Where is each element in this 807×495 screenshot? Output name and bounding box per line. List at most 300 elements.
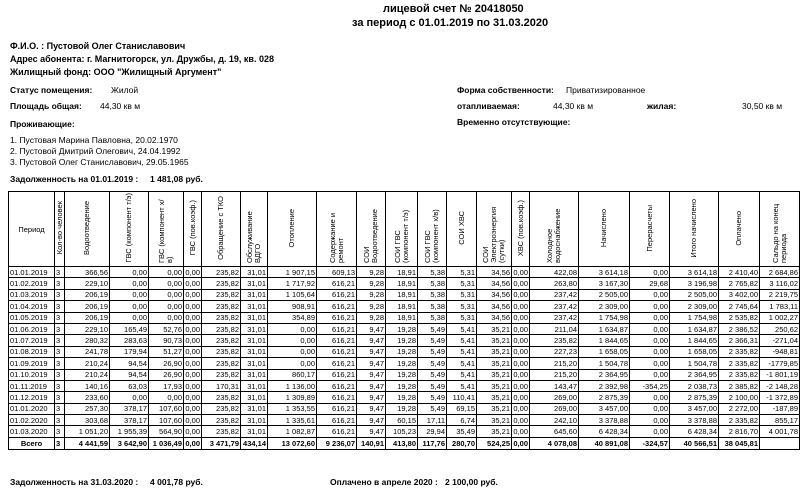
living-area-value: 30,50 кв м	[742, 101, 783, 111]
table-cell: 227,23	[530, 346, 579, 357]
table-cell: 206,19	[65, 312, 110, 323]
table-cell: 5,49	[418, 323, 447, 334]
total-cell: 4 078,08	[530, 437, 579, 449]
table-cell: 0,00	[268, 346, 317, 357]
table-cell: 616,21	[317, 403, 357, 414]
table-cell: 5,31	[447, 289, 477, 300]
total-cell: 0,00	[185, 438, 200, 448]
table-cell: 6,74	[447, 415, 477, 426]
table-cell: 0,00	[185, 267, 200, 277]
total-cell: 38 045,81	[719, 437, 760, 449]
table-cell: 0,00	[110, 278, 149, 289]
table-cell: 51,27	[149, 346, 184, 357]
total-cell: 434,14	[241, 437, 268, 449]
table-cell: 19,28	[386, 380, 418, 391]
table-cell: 107,60	[149, 415, 184, 426]
living-area-label: жилая:	[647, 101, 677, 111]
total-cell: 9 236,07	[317, 437, 357, 449]
table-cell: 616,21	[317, 369, 357, 380]
total-cell: 40 891,08	[579, 437, 630, 449]
table-cell: 5,38	[418, 267, 447, 278]
table-cell: 34,56	[477, 312, 512, 323]
table-cell: 235,82	[202, 403, 241, 414]
area-label: Площадь общая:	[10, 101, 82, 111]
table-cell: 0,00	[513, 336, 528, 346]
table-cell: 1 335,61	[268, 415, 317, 426]
table-cell: 235,82	[202, 346, 241, 357]
table-cell: 0,00	[630, 403, 670, 414]
table-cell: 19,28	[386, 346, 418, 357]
table-cell: 110,41	[447, 392, 477, 403]
table-cell: 3	[55, 358, 65, 369]
table-cell: 34,56	[477, 301, 512, 312]
total-cell: 4 441,59	[65, 437, 110, 449]
table-cell: 1 353,55	[268, 403, 317, 414]
table-cell: 3	[55, 335, 65, 346]
table-cell: 855,17	[760, 415, 800, 426]
table-cell: 616,21	[317, 415, 357, 426]
table-cell: 170,31	[202, 380, 241, 391]
table-header-row	[9, 192, 800, 267]
table-cell: 0,00	[110, 301, 149, 312]
table-row	[9, 392, 800, 403]
column-header: Итого начислено	[670, 192, 719, 267]
table-cell: 31,01	[241, 335, 268, 346]
table-cell: 5,31	[447, 301, 477, 312]
table-cell: 235,82	[202, 369, 241, 380]
table-cell: 2 309,00	[579, 301, 630, 312]
table-cell: 0,00	[630, 312, 670, 323]
table-cell: 69,15	[447, 403, 477, 414]
table-cell: 0,00	[513, 324, 528, 334]
paid-value: 2 100,00 руб.	[445, 477, 498, 487]
table-cell: 29,94	[418, 426, 447, 437]
resident-item: 1. Пустовая Марина Павловна, 20.02.1970	[10, 135, 178, 145]
heated-area-label: отапливаемая:	[457, 101, 520, 111]
table-cell: 1 504,78	[579, 358, 630, 369]
table-row	[9, 289, 800, 300]
column-header: ГВС (компонент х/в)	[149, 192, 184, 267]
table-cell: 303,68	[65, 415, 110, 426]
ownership-label: Форма собственности:	[457, 85, 554, 95]
table-cell: 2 100,00	[719, 392, 760, 403]
table-cell: 31,01	[241, 358, 268, 369]
table-cell: 179,94	[110, 346, 149, 357]
table-cell: 1 658,05	[579, 346, 630, 357]
table-cell: 2 038,73	[670, 380, 719, 391]
table-cell: 235,82	[202, 301, 241, 312]
table-cell: 01.01.2019	[9, 267, 55, 278]
total-cell: 40 566,51	[670, 437, 719, 449]
table-cell: 3	[55, 312, 65, 323]
table-cell: 422,08	[530, 267, 579, 278]
table-cell: 283,63	[110, 335, 149, 346]
table-cell: 235,82	[202, 267, 241, 278]
table-cell: 31,01	[241, 267, 268, 278]
table-cell: 1 783,11	[760, 301, 800, 312]
table-cell: 280,32	[65, 335, 110, 346]
table-cell: 1 082,87	[268, 426, 317, 437]
table-cell: 5,41	[447, 358, 477, 369]
table-row	[9, 426, 800, 437]
table-cell: 1 309,89	[268, 392, 317, 403]
table-cell: 9,28	[357, 278, 386, 289]
table-cell: 31,01	[241, 426, 268, 437]
table-cell: 9,47	[357, 392, 386, 403]
column-header: Водоотведение	[65, 192, 110, 267]
table-cell: 206,19	[65, 289, 110, 300]
table-cell: 35,21	[477, 380, 512, 391]
table-cell: 0,00	[110, 289, 149, 300]
table-cell: 31,01	[241, 312, 268, 323]
table-cell: 35,49	[447, 426, 477, 437]
column-header: ГВС (компонент т/э)	[110, 192, 149, 267]
table-cell: 0,00	[185, 279, 200, 289]
table-cell: 35,21	[477, 335, 512, 346]
table-cell: 01.01.2020	[9, 403, 55, 414]
column-header: СОИ ХВС	[447, 192, 477, 267]
table-cell: 616,21	[317, 426, 357, 437]
table-row	[9, 335, 800, 346]
ownership-value: Приватизированное	[566, 85, 646, 95]
table-cell: 0,00	[630, 346, 670, 357]
debt-end-label: Задолженность на 31.03.2020 :	[10, 477, 139, 487]
table-cell: 237,42	[530, 301, 579, 312]
table-cell: 5,31	[447, 312, 477, 323]
housing-fund: Жилищный фонд: ООО "Жилищный Аргумент"	[10, 67, 222, 77]
table-cell: 52,76	[149, 323, 184, 334]
table-cell: 2 309,00	[670, 301, 719, 312]
table-cell: 235,82	[202, 358, 241, 369]
table-row	[9, 415, 800, 426]
table-cell: 210,24	[65, 369, 110, 380]
table-cell: 90,73	[149, 335, 184, 346]
column-header: СОИ ГВС (компонент х/в)	[418, 192, 447, 267]
table-cell: 0,00	[185, 392, 200, 402]
table-cell: 1 907,15	[268, 267, 317, 278]
table-cell: 1 504,78	[670, 358, 719, 369]
table-cell: 0,00	[268, 335, 317, 346]
table-cell: -948,81	[760, 346, 800, 357]
column-header: Период	[9, 192, 55, 267]
table-cell: 0,00	[185, 290, 200, 300]
table-cell: 3 196,98	[670, 278, 719, 289]
table-cell: 01.08.2019	[9, 346, 55, 357]
table-cell: 1 658,05	[670, 346, 719, 357]
table-cell: 9,47	[357, 415, 386, 426]
table-cell: 1 844,65	[579, 335, 630, 346]
table-cell: 0,00	[149, 301, 184, 312]
table-cell: 2 364,95	[670, 369, 719, 380]
table-cell: 235,82	[202, 392, 241, 403]
table-cell: 3 378,88	[670, 415, 719, 426]
table-cell: 3	[55, 267, 65, 278]
table-cell: 31,01	[241, 415, 268, 426]
table-cell: 0,00	[513, 404, 528, 414]
table-cell: 5,49	[418, 358, 447, 369]
table-cell: 2 535,82	[719, 312, 760, 323]
table-cell: 1 136,00	[268, 380, 317, 391]
table-cell: 165,49	[110, 323, 149, 334]
total-cell: -324,57	[630, 437, 670, 449]
column-header: Сальдо на конец периода	[760, 192, 800, 267]
table-cell: 2 505,00	[579, 289, 630, 300]
table-cell: 235,82	[202, 312, 241, 323]
table-cell: 0,00	[185, 301, 200, 311]
column-header: СОИ Водоотведение	[357, 192, 386, 267]
absent-label: Временно отсутствующие:	[457, 117, 571, 127]
table-cell: 01.02.2019	[9, 278, 55, 289]
table-cell: 35,21	[477, 358, 512, 369]
table-cell: 0,00	[149, 312, 184, 323]
table-cell: 1 754,98	[579, 312, 630, 323]
table-cell: 5,41	[447, 323, 477, 334]
table-cell: 215,20	[530, 358, 579, 369]
table-cell: 3 378,88	[579, 415, 630, 426]
column-header: Начислено	[579, 192, 630, 267]
residents-label: Проживающие:	[10, 119, 75, 129]
table-cell: 19,28	[386, 358, 418, 369]
table-cell: 9,28	[357, 267, 386, 278]
table-cell: 242,10	[530, 415, 579, 426]
table-cell: 34,56	[477, 289, 512, 300]
column-header: Отопление	[268, 192, 317, 267]
table-cell: -187,89	[760, 403, 800, 414]
table-cell: 31,01	[241, 278, 268, 289]
table-cell: 01.02.2020	[9, 415, 55, 426]
table-cell: 3	[55, 426, 65, 437]
table-cell: 6 428,34	[670, 426, 719, 437]
table-cell: 235,82	[530, 335, 579, 346]
premises-status-label: Статус помещения:	[10, 85, 93, 95]
table-cell: 3	[55, 323, 65, 334]
column-header: Обслуживание ВДГО	[241, 192, 268, 267]
table-cell: 0,00	[513, 279, 528, 289]
table-cell: 233,60	[65, 392, 110, 403]
table-cell: 0,00	[185, 324, 200, 334]
total-cell: 524,25	[477, 437, 512, 449]
table-cell: 210,24	[65, 358, 110, 369]
table-cell: 3 167,30	[579, 278, 630, 289]
table-cell: 645,60	[530, 426, 579, 437]
table-cell: 3 614,18	[670, 267, 719, 278]
doc-period: за период с 01.01.2019 по 31.03.2020	[352, 17, 549, 29]
table-cell: 2 335,82	[719, 346, 760, 357]
table-cell: 17,93	[149, 380, 184, 391]
table-cell: 105,23	[386, 426, 418, 437]
table-cell: 31,01	[241, 392, 268, 403]
total-cell: 3	[55, 437, 65, 449]
paid-label: Оплачено в апреле 2020 :	[330, 477, 438, 487]
table-cell: 01.11.2019	[9, 380, 55, 391]
table-cell: 2 386,52	[719, 323, 760, 334]
table-cell: 35,21	[477, 403, 512, 414]
table-cell: 35,21	[477, 369, 512, 380]
table-cell: 5,49	[418, 403, 447, 414]
table-cell: 5,31	[447, 267, 477, 278]
table-cell: 2 816,70	[719, 426, 760, 437]
table-cell: 2 364,95	[579, 369, 630, 380]
table-cell: 01.04.2019	[9, 301, 55, 312]
table-cell: 19,28	[386, 369, 418, 380]
table-cell: 0,00	[513, 381, 528, 391]
total-cell: 13 072,60	[268, 437, 317, 449]
resident-item: 2. Пустовой Дмитрий Олегович, 24.04.1992	[10, 146, 181, 156]
column-header: Оплачено	[719, 192, 760, 267]
table-cell: 378,17	[110, 403, 149, 414]
debt-start-value: 1 481,08 руб.	[150, 174, 203, 184]
table-cell: 263,80	[530, 278, 579, 289]
table-cell: 31,01	[241, 369, 268, 380]
table-cell: 1 844,65	[670, 335, 719, 346]
table-cell: 31,01	[241, 346, 268, 357]
table-cell: 35,21	[477, 346, 512, 357]
table-cell: 34,56	[477, 267, 512, 278]
table-cell: 235,82	[202, 289, 241, 300]
table-cell: 0,00	[513, 427, 528, 437]
table-cell: 4 001,78	[760, 426, 800, 437]
table-cell: 0,00	[149, 278, 184, 289]
table-cell: 211,04	[530, 323, 579, 334]
table-cell: 5,41	[447, 369, 477, 380]
table-cell: 0,00	[185, 313, 200, 323]
table-cell: 229,10	[65, 278, 110, 289]
table-total-row	[9, 437, 800, 449]
table-cell: 0,00	[110, 392, 149, 403]
table-cell: 18,91	[386, 301, 418, 312]
table-cell: 0,00	[513, 415, 528, 425]
table-cell: 2 684,86	[760, 267, 800, 278]
total-cell: 140,91	[357, 437, 386, 449]
table-row	[9, 369, 800, 380]
column-header: ХВС (пов.коэф.)	[512, 192, 530, 267]
table-cell: 0,00	[630, 335, 670, 346]
table-cell: 0,00	[185, 415, 200, 425]
table-cell: 9,28	[357, 289, 386, 300]
table-cell: 235,82	[202, 426, 241, 437]
table-cell: 0,00	[630, 267, 670, 278]
table-cell: 19,28	[386, 403, 418, 414]
table-cell: 616,21	[317, 335, 357, 346]
table-cell: 2 335,82	[719, 415, 760, 426]
table-cell: 616,21	[317, 301, 357, 312]
table-cell: 0,00	[513, 392, 528, 402]
table-cell: 2 272,00	[719, 403, 760, 414]
table-cell: 29,68	[630, 278, 670, 289]
table-cell: 19,28	[386, 392, 418, 403]
table-cell: 9,47	[357, 426, 386, 437]
table-cell: 0,00	[513, 347, 528, 357]
table-cell: 1 634,87	[579, 323, 630, 334]
table-cell: 31,01	[241, 289, 268, 300]
table-cell: 235,82	[202, 323, 241, 334]
table-cell: 2 392,98	[579, 380, 630, 391]
table-cell: 1 634,87	[670, 323, 719, 334]
table-cell: 19,28	[386, 323, 418, 334]
table-cell: 616,21	[317, 312, 357, 323]
table-cell: 01.06.2019	[9, 323, 55, 334]
table-cell: 1 105,64	[268, 289, 317, 300]
heated-area-value: 44,30 кв м	[553, 101, 594, 111]
table-cell: 366,56	[65, 267, 110, 278]
table-row	[9, 403, 800, 414]
table-cell: 0,00	[630, 289, 670, 300]
column-header: Перерасчеты	[630, 192, 670, 267]
table-cell: 18,91	[386, 289, 418, 300]
table-cell: 3	[55, 346, 65, 357]
table-cell: 0,00	[149, 289, 184, 300]
table-cell: 0,00	[185, 404, 200, 414]
table-cell: 9,47	[357, 369, 386, 380]
table-cell: 3 116,02	[760, 278, 800, 289]
table-cell: 616,21	[317, 380, 357, 391]
total-cell: Всего	[9, 437, 55, 449]
table-cell: 2 219,75	[760, 289, 800, 300]
table-cell: 2 410,40	[719, 267, 760, 278]
table-row	[9, 358, 800, 369]
debt-end-value: 4 001,78 руб.	[150, 477, 203, 487]
table-cell: 0,00	[185, 381, 200, 391]
owner-address: Адрес абонента: г. Магнитогорск, ул. Дружбы, д. 19, кв. 028	[10, 54, 274, 64]
table-cell: 3	[55, 392, 65, 403]
table-cell: 26,90	[149, 358, 184, 369]
table-cell: 908,91	[268, 301, 317, 312]
table-cell: 0,00	[185, 370, 200, 380]
table-cell: 3	[55, 289, 65, 300]
table-cell: 1 955,39	[110, 426, 149, 437]
table-cell: 19,28	[386, 335, 418, 346]
table-cell: 0,00	[630, 301, 670, 312]
table-cell: 9,28	[357, 312, 386, 323]
table-cell: 616,21	[317, 323, 357, 334]
table-cell: 860,17	[268, 369, 317, 380]
total-cell: 280,70	[447, 437, 477, 449]
total-cell: 0,00	[513, 438, 528, 448]
table-cell: 17,11	[418, 415, 447, 426]
table-cell: 5,49	[418, 392, 447, 403]
table-cell: 9,47	[357, 358, 386, 369]
table-row	[9, 301, 800, 312]
table-row	[9, 346, 800, 357]
table-cell: 9,47	[357, 380, 386, 391]
table-cell: 63,03	[110, 380, 149, 391]
table-cell: 2 335,82	[719, 358, 760, 369]
table-cell: 5,41	[447, 380, 477, 391]
table-row	[9, 278, 800, 289]
table-cell: 18,91	[386, 312, 418, 323]
table-cell: 215,20	[530, 369, 579, 380]
table-cell: -271,04	[760, 335, 800, 346]
table-cell: 0,00	[630, 426, 670, 437]
table-cell: 3	[55, 403, 65, 414]
table-cell: 5,49	[418, 335, 447, 346]
table-cell: 107,60	[149, 403, 184, 414]
table-cell: 0,00	[185, 358, 200, 368]
table-cell: 0,00	[110, 312, 149, 323]
table-row	[9, 312, 800, 323]
table-cell: 143,47	[530, 380, 579, 391]
table-cell: 9,28	[357, 301, 386, 312]
table-cell: 206,19	[65, 301, 110, 312]
table-row	[9, 323, 800, 334]
table-cell: -1779,85	[760, 358, 800, 369]
table-cell: 616,21	[317, 392, 357, 403]
table-cell: 229,10	[65, 323, 110, 334]
table-cell: 0,00	[149, 392, 184, 403]
table-cell: 5,49	[418, 346, 447, 357]
table-cell: 269,00	[530, 392, 579, 403]
table-cell: -1 801,19	[760, 369, 800, 380]
